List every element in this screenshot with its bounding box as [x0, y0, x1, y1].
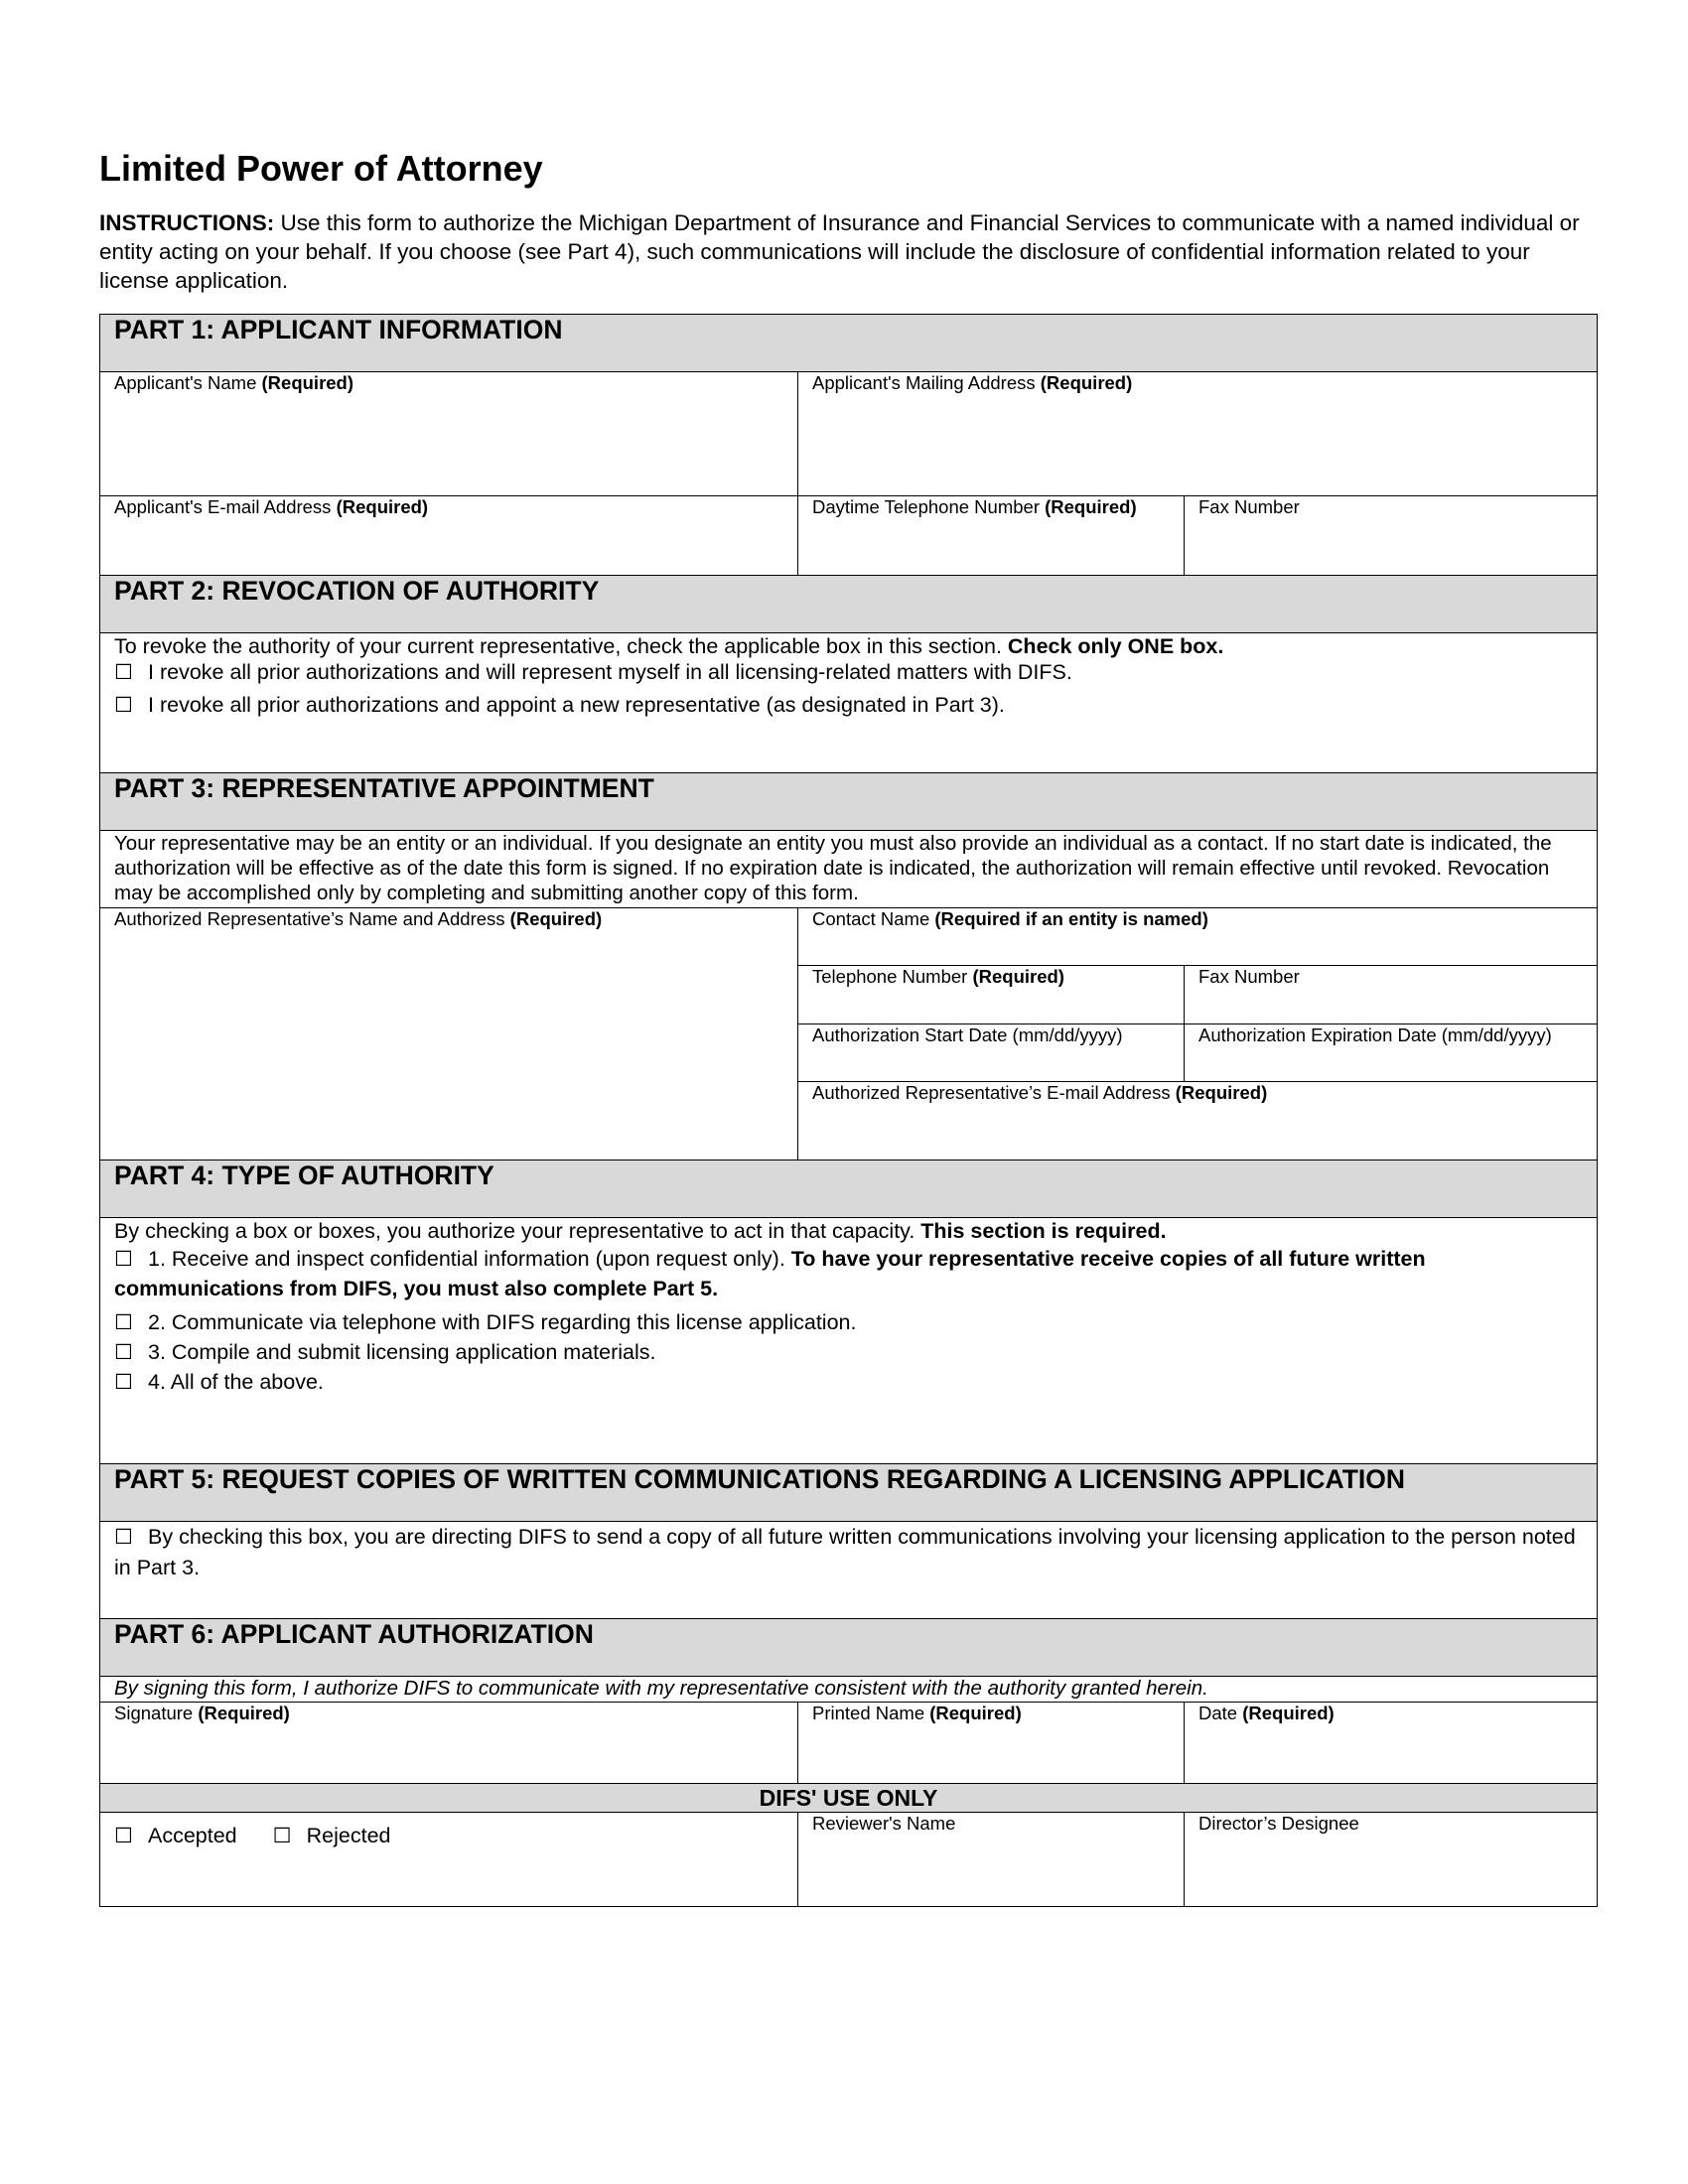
form-page: [99, 147, 1597, 1847]
printed-name-field[interactable]: Printed Name (Required): [798, 1703, 1185, 1784]
difs-use-only-heading: DIFS' USE ONLY: [100, 1784, 1598, 1813]
auth-start-date-field[interactable]: Authorization Start Date (mm/dd/yyyy): [798, 1024, 1185, 1082]
page-title: Limited Power of Attorney: [99, 148, 543, 189]
applicant-mailing-address-field[interactable]: Applicant's Mailing Address (Required): [798, 372, 1598, 496]
authority-option-2[interactable]: ☐ 2. Communicate via telephone with DIFS regarding this license application.: [114, 1310, 857, 1334]
request-copies-checkbox[interactable]: ☐: [114, 1525, 133, 1549]
part3-heading: PART 3: REPRESENTATIVE APPOINTMENT: [100, 773, 1598, 831]
rejected-checkbox[interactable]: ☐: [272, 1824, 292, 1847]
part5-heading: PART 5: REQUEST COPIES OF WRITTEN COMMUNICATIONS REGARDING A LICENSING APPLICATION: [100, 1464, 1598, 1522]
part4-body: By checking a box or boxes, you authorize your representative to act in that capacity. This section is required. ☐ 1. Receive and inspect confidential information (upon request only). To have your representative receive copies of all future written communications from DIFS, you must also complete Part 5. ☐ 2. Communicate via telephone with DIFS regarding this license application. ☐ 3. Compile and submit licensing application materials. ☐ 4. All of the above.: [100, 1218, 1598, 1464]
part6-heading: PART 6: APPLICANT AUTHORIZATION: [100, 1619, 1598, 1677]
form-table: [99, 314, 1598, 1907]
contact-name-field[interactable]: Contact Name (Required if an entity is named): [798, 908, 1598, 966]
directors-designee-field[interactable]: Director’s Designee: [1185, 1813, 1598, 1907]
rejected-option[interactable]: ☐ Rejected: [272, 1824, 391, 1847]
authorization-statement: By signing this form, I authorize DIFS to communicate with my representative consistent with the authority granted herein.: [100, 1677, 1598, 1703]
part2-heading: PART 2: REVOCATION OF AUTHORITY: [100, 576, 1598, 633]
applicant-fax-field[interactable]: Fax Number: [1185, 496, 1598, 576]
part4-heading: PART 4: TYPE OF AUTHORITY: [100, 1160, 1598, 1218]
applicant-email-field[interactable]: Applicant's E-mail Address (Required): [100, 496, 798, 576]
authority-1-checkbox[interactable]: ☐: [114, 1247, 133, 1271]
authority-2-checkbox[interactable]: ☐: [114, 1310, 133, 1334]
revoke-self-option[interactable]: ☐ I revoke all prior authorizations and will represent myself in all licensing-related matters with DIFS.: [114, 660, 1072, 684]
authority-3-checkbox[interactable]: ☐: [114, 1340, 133, 1364]
part2-body: To revoke the authority of your current representative, check the applicable box in this section. Check only ONE box. ☐ I revoke all prior authorizations and will represent myself in all licensing-related matters with DIFS. ☐ I revoke all prior authorizations and appoint a new representative (as designated in Part 3).: [100, 633, 1598, 773]
accepted-checkbox[interactable]: ☐: [114, 1824, 133, 1847]
reviewer-name-field[interactable]: Reviewer's Name: [798, 1813, 1185, 1907]
part1-heading: PART 1: APPLICANT INFORMATION: [100, 315, 1598, 372]
revoke-appoint-option[interactable]: ☐ I revoke all prior authorizations and appoint a new representative (as designated in Part 3).: [114, 693, 1005, 717]
applicant-name-field[interactable]: Applicant's Name (Required): [100, 372, 798, 496]
rep-phone-field[interactable]: Telephone Number (Required): [798, 966, 1185, 1024]
difs-decision: [100, 1813, 798, 1907]
authority-option-4[interactable]: ☐ 4. All of the above.: [114, 1370, 324, 1394]
authority-option-1[interactable]: ☐ 1. Receive and inspect confidential information (upon request only). To have your representative receive copies of all future written communications from DIFS, you must also complete Part 5.: [114, 1244, 1583, 1303]
rep-email-field[interactable]: Authorized Representative’s E-mail Address (Required): [798, 1082, 1598, 1160]
rep-fax-field[interactable]: Fax Number: [1185, 966, 1598, 1024]
instructions-label: INSTRUCTIONS:: [99, 210, 275, 235]
authority-option-3[interactable]: ☐ 3. Compile and submit licensing application materials.: [114, 1340, 656, 1364]
signature-field[interactable]: Signature (Required): [100, 1703, 798, 1784]
accepted-option[interactable]: ☐ Accepted: [114, 1824, 237, 1847]
auth-expiration-date-field[interactable]: Authorization Expiration Date (mm/dd/yyyy): [1185, 1024, 1598, 1082]
applicant-phone-field[interactable]: Daytime Telephone Number (Required): [798, 496, 1185, 576]
revoke-appoint-checkbox[interactable]: ☐: [114, 693, 133, 717]
authority-4-checkbox[interactable]: ☐: [114, 1370, 133, 1394]
part3-intro: Your representative may be an entity or an individual. If you designate an entity you must also provide an individual as a contact. If no start date is indicated, the authorization will be effective as of the date this form is signed. If no expiration date is indicated, the authorization will remain effective until revoked. Revocation may be accomplished only by completing and submitting another copy of this form.: [100, 831, 1598, 908]
part5-body[interactable]: ☐ By checking this box, you are directing DIFS to send a copy of all future written communications involving your licensing application to the person noted in Part 3.: [100, 1522, 1598, 1619]
instructions-text: Use this form to authorize the Michigan Department of Insurance and Financial Services to communicate with a named individual or entity acting on your behalf. If you choose (see Part 4), such communications will include the disclosure of confidential information related to your license application.: [99, 210, 1580, 293]
date-field[interactable]: Date (Required): [1185, 1703, 1598, 1784]
rep-name-address-field[interactable]: Authorized Representative’s Name and Address (Required): [100, 908, 798, 1160]
instructions: [99, 208, 1589, 295]
revoke-self-checkbox[interactable]: ☐: [114, 660, 133, 684]
